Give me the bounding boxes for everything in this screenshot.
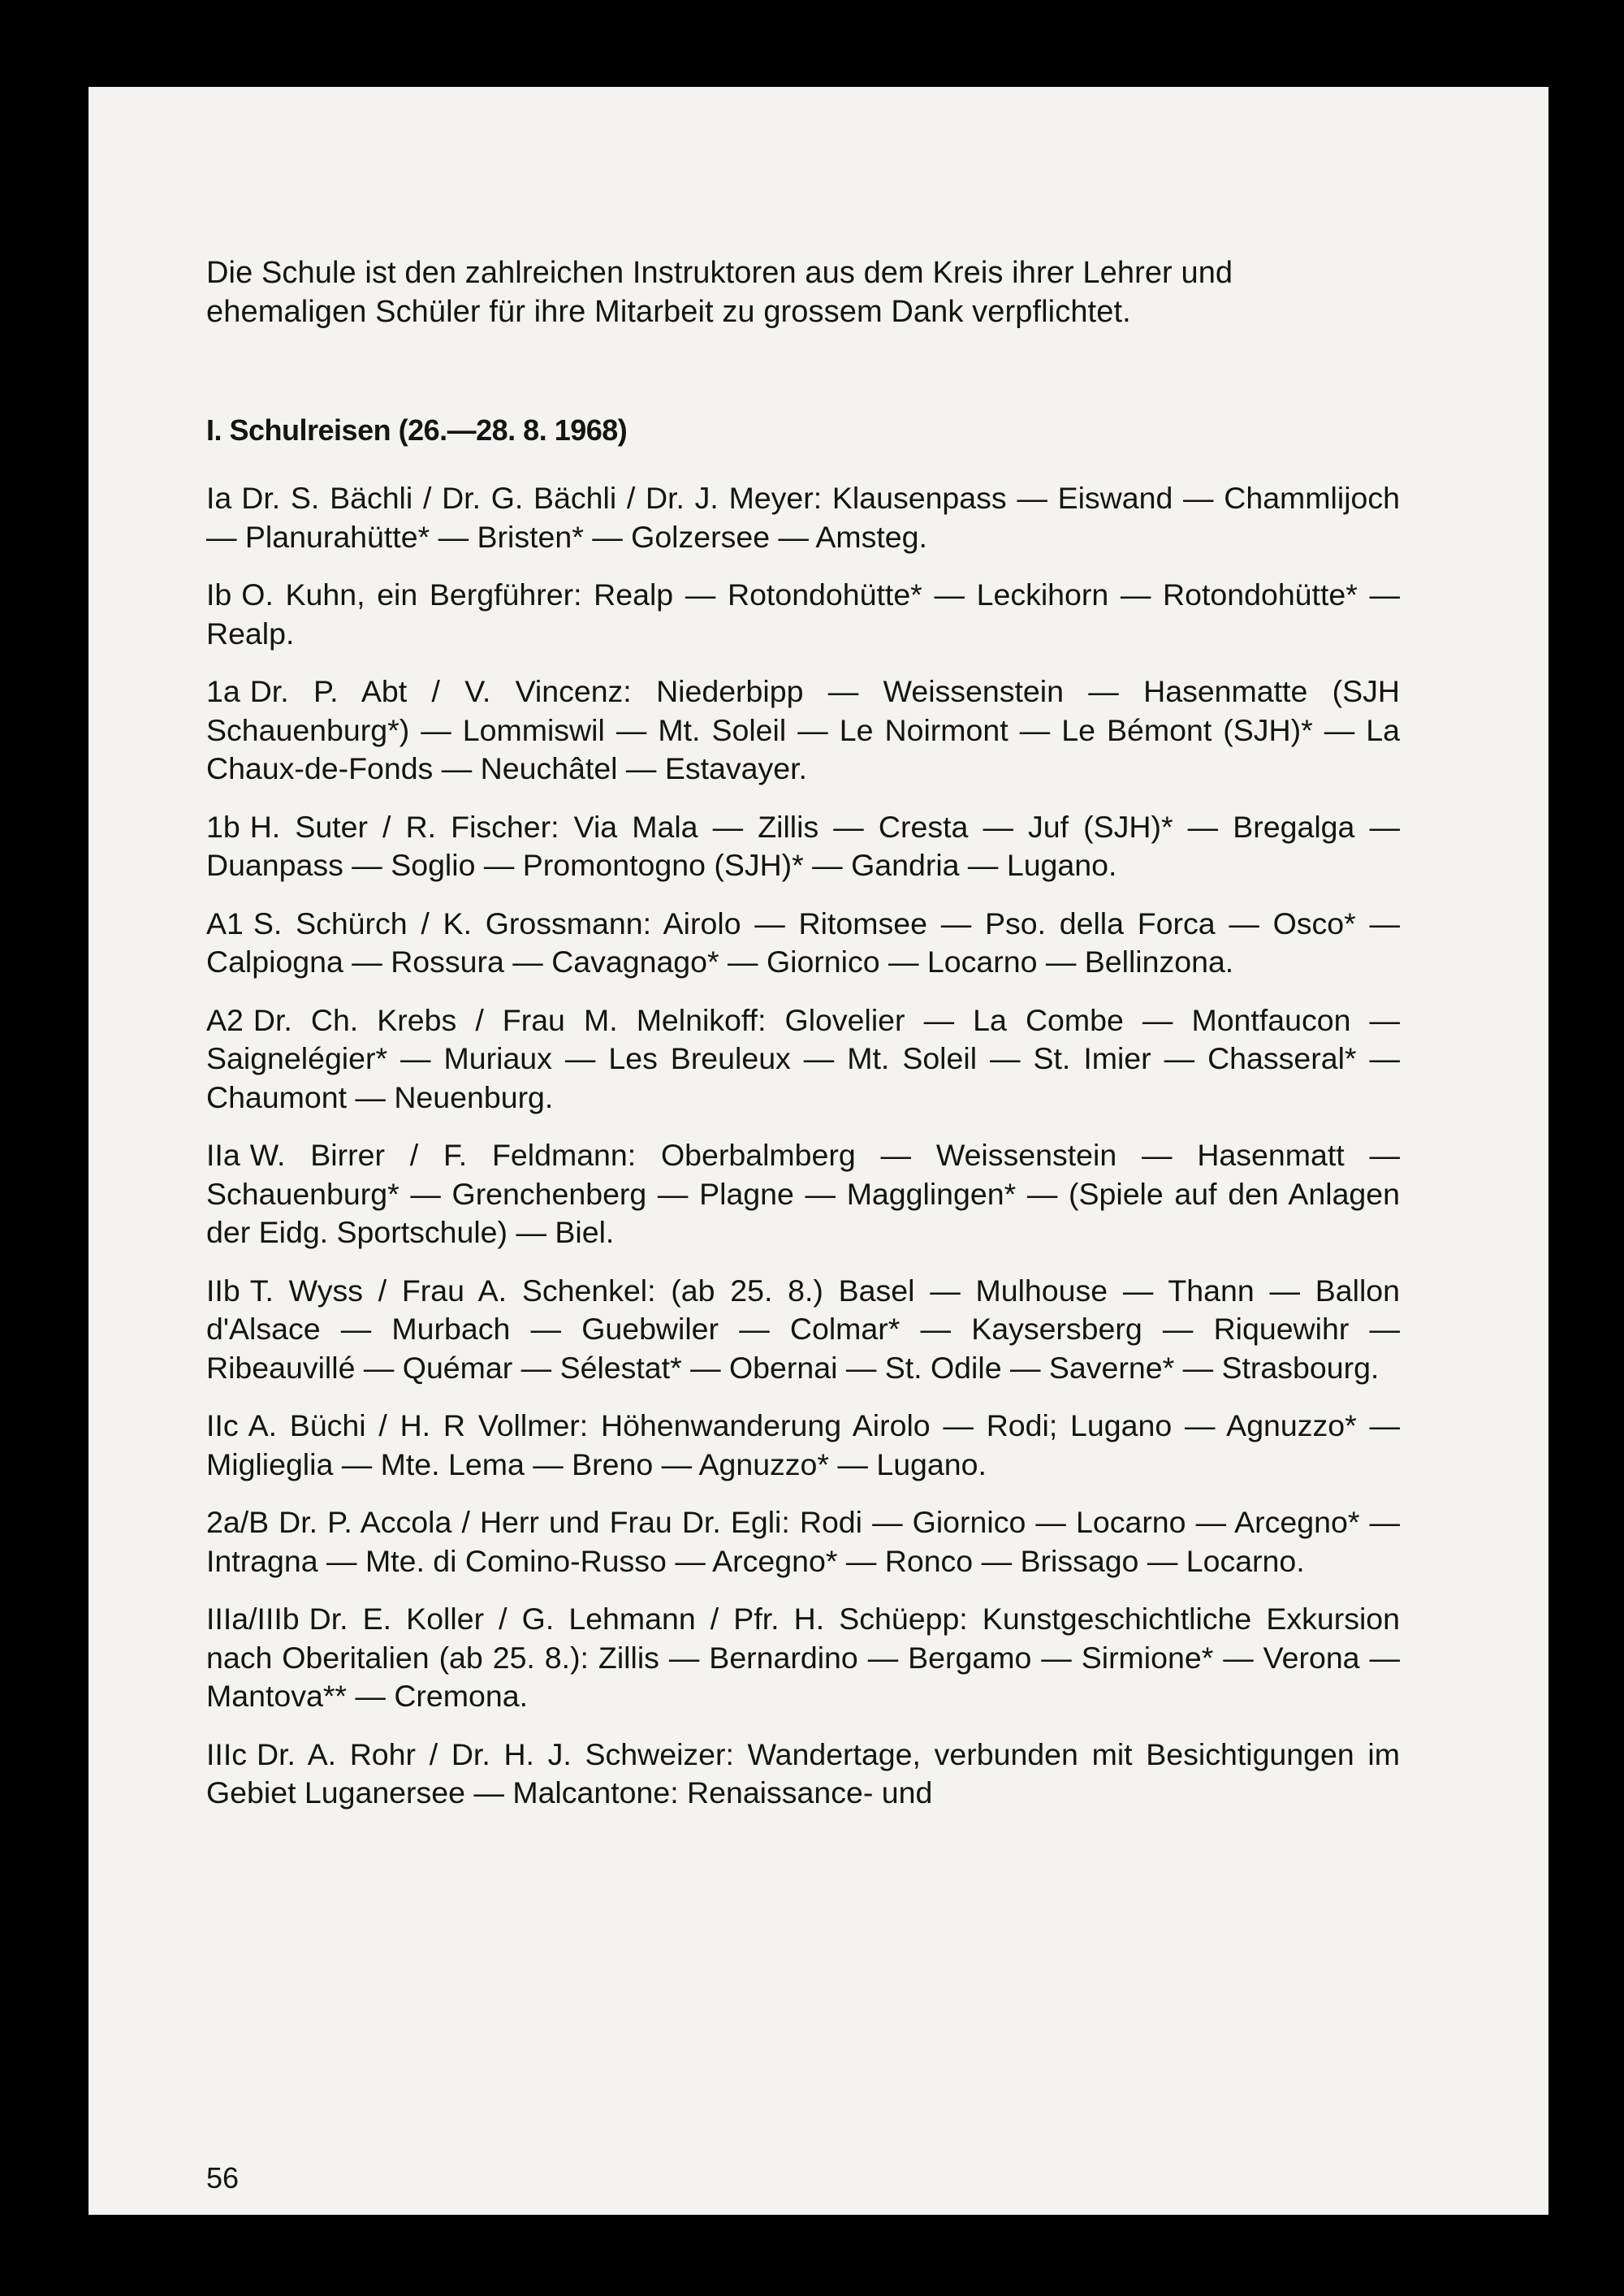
page-content [206,253,1400,1832]
trip-class-code: Ia [206,481,232,515]
trip-entry [206,1600,1400,1716]
trip-description: Dr. S. Bächli / Dr. G. Bächli / Dr. J. Meyer: Klausenpass — Eiswand — Chammlijoch — Planurahütte* — Bristen* — Golzersee — Amsteg. [206,481,1400,554]
trip-entry [206,1272,1400,1388]
trip-class-code: A2 [206,1002,244,1037]
trip-description: Dr. E. Koller / G. Lehmann / Pfr. H. Schüepp: Kunstgeschichtliche Exkursion nach Oberitalien (ab 25. 8.): Zillis — Bernardino — Bergamo — Sirmione* — Verona — Mantova** — Cremona. [206,1602,1400,1713]
trip-description: Dr. Ch. Krebs / Frau M. Melnikoff: Glovelier — La Combe — Montfaucon — Saignelégier* — Muriaux — Les Breuleux — Mt. Soleil — St. Imier — Chasseral* — Chaumont — Neuenburg. [206,1002,1400,1114]
trip-description: H. Suter / R. Fischer: Via Mala — Zillis — Cresta — Juf (SJH)* — Bregalga — Duanpass — Soglio — Promontogno (SJH)* — Gandria — Lugano. [206,809,1400,882]
trip-class-code: A1 [206,906,244,940]
trip-entry [206,479,1400,556]
trip-class-code: 1b [206,809,240,844]
trip-class-code: 1a [206,674,240,708]
trip-description: S. Schürch / K. Grossmann: Airolo — Ritomsee — Pso. della Forca — Osco* — Calpiogna — Rossura — Cavagnago* — Giornico — Locarno — Bellinzona. [206,906,1400,979]
trip-entry [206,808,1400,885]
trip-class-code: IIIc [206,1736,248,1771]
document-page [89,87,1548,2215]
section-heading: I. Schulreisen (26.—28. 8. 1968) [206,413,628,447]
trip-description: A. Büchi / H. R Vollmer: Höhenwanderung Airolo — Rodi; Lugano — Agnuzzo* — Miglieglia — Mte. Lema — Breno — Agnuzzo* — Lugano. [206,1408,1400,1481]
trip-class-code: Ib [206,577,232,612]
trip-description: W. Birrer / F. Feldmann: Oberbalmberg — Weissenstein — Hasenmatt — Schauenburg* — Grenchenberg — Plagne — Magglingen* — (Spiele auf den Anlagen der Eidg. Sportschule) — Biel. [206,1138,1400,1249]
trip-entry [206,1503,1400,1580]
trip-entry [206,576,1400,653]
trip-class-code: 2a/B [206,1505,270,1539]
trip-class-code: IIIa/IIIb [206,1602,300,1636]
trip-entry [206,672,1400,789]
trip-entry [206,905,1400,982]
trip-entry [206,1736,1400,1813]
trip-description: Dr. P. Abt / V. Vincenz: Niederbipp — Weissenstein — Hasenmatte (SJH Schauenburg*) — Lommiswil — Mt. Soleil — Le Noirmont — Le Bémont (SJH)* — La Chaux-de-Fonds — Neuchâtel — Estavayer. [206,674,1400,785]
trip-entry [206,1136,1400,1252]
intro-paragraph: Die Schule ist den zahlreichen Instruktoren aus dem Kreis ihrer Lehrer und ehemaligen Schüler für ihre Mitarbeit zu grossem Dank verpflichtet. [206,256,1233,329]
trip-description: O. Kuhn, ein Bergführer: Realp — Rotondohütte* — Leckihorn — Rotondohütte* — Realp. [206,577,1400,651]
trip-description: Dr. A. Rohr / Dr. H. J. Schweizer: Wandertage, verbunden mit Besichtigungen im Gebiet Luganersee — Malcantone: Renaissance- und [206,1736,1400,1810]
trip-description: Dr. P. Accola / Herr und Frau Dr. Egli: Rodi — Giornico — Locarno — Arcegno* — Intragna — Mte. di Comino-Russo — Arcegno* — Ronco — Brissago — Locarno. [206,1505,1400,1578]
trip-entry [206,1407,1400,1484]
trip-class-code: IIc [206,1408,239,1442]
trip-class-code: IIb [206,1273,240,1308]
trip-description: T. Wyss / Frau A. Schenkel: (ab 25. 8.) Basel — Mulhouse — Thann — Ballon d'Alsace — Murbach — Guebwiler — Colmar* — Kaysersberg — Riquewihr — Ribeauvillé — Quémar — Sélestat* — Obernai — St. Odile — Saverne* — Strasbourg. [206,1273,1400,1385]
page-number: 56 [206,2161,240,2194]
trip-class-code: IIa [206,1138,240,1172]
trip-entry [206,1001,1400,1118]
school-trip-list [206,479,1400,1813]
